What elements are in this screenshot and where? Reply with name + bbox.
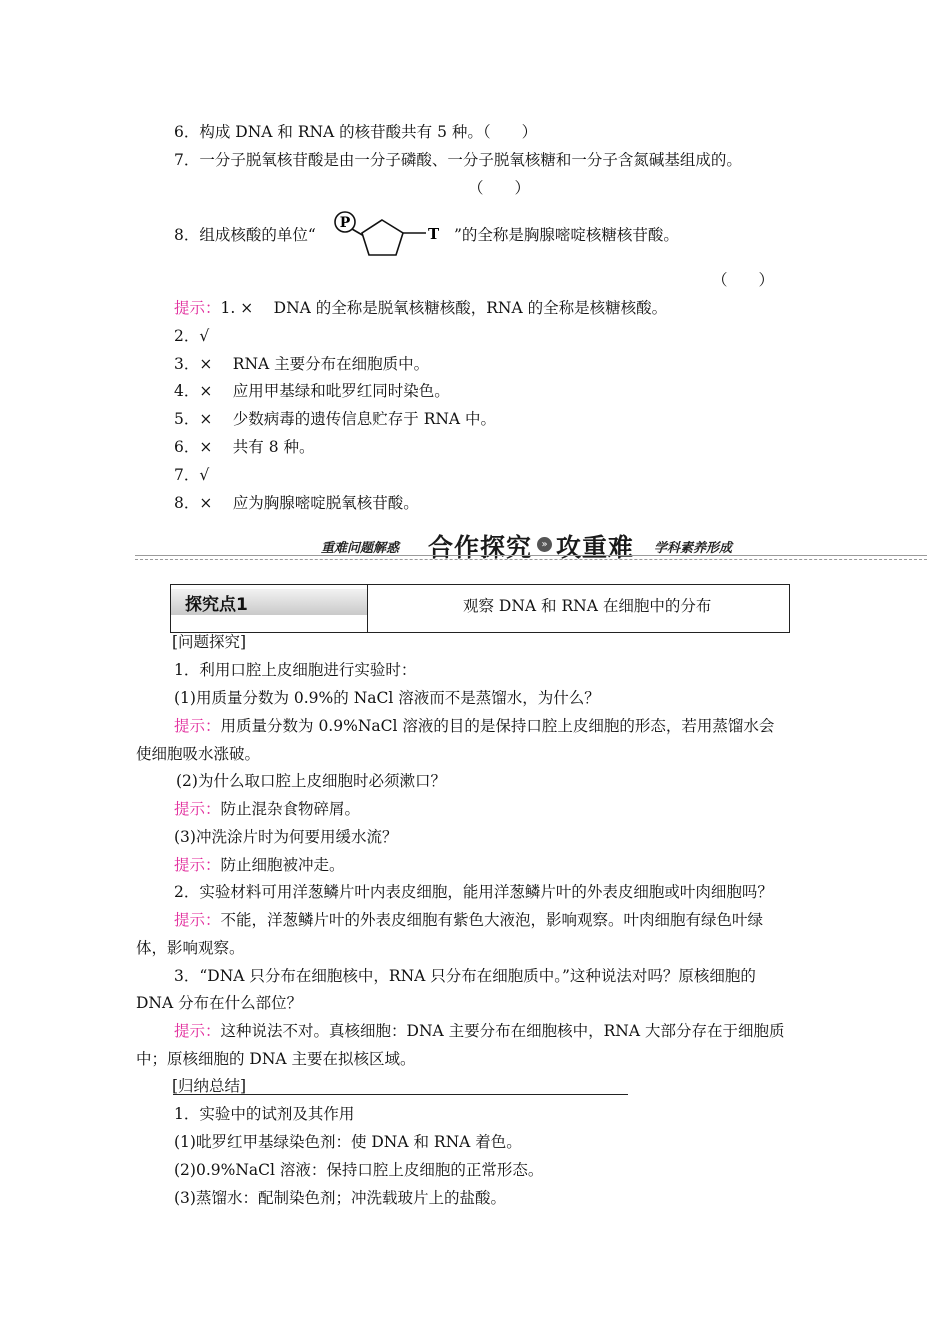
hint-2-row [174, 910, 763, 930]
quiz-q7: 7．一分子脱氧核苷酸是由一分子磷酸、一分子脱氧核糖和一分子含氮碱基组成的。 [174, 151, 742, 169]
summary-item-1: 1．实验中的试剂及其作用 [174, 1105, 355, 1123]
question-1-2: (2)为什么取口腔上皮细胞时必须漱口？ [176, 772, 446, 790]
hint-1-3: 防止细胞被冲走。 [220, 856, 345, 874]
question-3-line-a: 3．“DNA 只分布在细胞核中，RNA 只分布在细胞质中。”这种说法对吗？原核细胞的 [174, 967, 756, 985]
phosphate-label: P [339, 215, 351, 231]
summary-item-1-2: (2)0.9%NaCl 溶液：保持口腔上皮细胞的正常形态。 [174, 1161, 544, 1179]
hint-label: 提示： [174, 717, 221, 735]
banner-title-b: 攻重难 [556, 533, 635, 562]
hint-1-1-row [174, 716, 774, 736]
question-1-1: (1)用质量分数为 0.9%的 NaCl 溶液而不是蒸馏水，为什么？ [174, 689, 600, 707]
quiz-q6: 6．构成 DNA 和 RNA 的核苷酸共有 5 种。（ ） [174, 123, 538, 141]
explore-point-box [170, 584, 790, 633]
summary-underline [173, 1094, 628, 1095]
quiz-q7-paren: （ ） [468, 179, 531, 197]
hint-1-1-line-a: 用质量分数为 0.9%NaCl 溶液的目的是保持口腔上皮细胞的形态，若用蒸馏水会 [220, 717, 775, 735]
answer-6: 6．× 共有 8 种。 [174, 438, 315, 456]
summary-heading: [归纳总结] [172, 1077, 247, 1095]
summary-item-1-3: (3)蒸馏水：配制染色剂；冲洗载玻片上的盐酸。 [174, 1189, 506, 1207]
hint-label: 提示： [174, 1022, 221, 1040]
banner-right-text: 学科素养形成 [654, 541, 733, 556]
quiz-q8-paren: （ ） [712, 271, 775, 289]
banner-left-text: 重难问题解惑 [321, 541, 400, 556]
base-label: T [428, 225, 440, 243]
hint-label: 提示： [174, 911, 221, 929]
explore-point-tab [171, 589, 368, 615]
hint-3-line-a: 这种说法不对。真核细胞：DNA 主要分布在细胞核中，RNA 大部分存在于细胞质 [220, 1022, 785, 1040]
question-1: 1．利用口腔上皮细胞进行实验时： [174, 661, 417, 679]
problem-heading: [问题探究] [172, 633, 247, 651]
quiz-q8-suffix: ”的全称是胸腺嘧啶核糖核苷酸。 [454, 226, 679, 244]
hint-3-row [174, 1021, 784, 1041]
explore-point-title: 观察 DNA 和 RNA 在细胞中的分布 [463, 597, 712, 615]
box-divider [367, 585, 368, 632]
answer-5: 5．× 少数病毒的遗传信息贮存于 RNA 中。 [174, 410, 497, 428]
hint-label: 提示： [174, 856, 221, 874]
answer-1: 1. × DNA 的全称是脱氧核糖核酸，RNA 的全称是核糖核酸。 [220, 299, 668, 317]
question-1-3: (3)冲洗涂片时为何要用缓水流？ [174, 828, 398, 846]
hint-1-1-line-b: 使细胞吸水涨破。 [136, 745, 261, 763]
banner-rule [135, 555, 927, 556]
answer-4: 4．× 应用甲基绿和吡罗红同时染色。 [174, 382, 450, 400]
explore-point-label: 探究点1 [185, 595, 248, 615]
hint-2-line-b: 体，影响观察。 [136, 939, 245, 957]
answer-2: 2．√ [174, 327, 210, 345]
answer-7: 7．√ [174, 466, 210, 484]
banner-title-a: 合作探究 [428, 533, 533, 562]
hint-label: 提示： [174, 299, 221, 317]
quiz-q8-prefix: 8．组成核酸的单位“ [174, 226, 316, 244]
nucleotide-diagram [322, 206, 452, 260]
hint-1-2-row [174, 799, 360, 819]
answer-3: 3．× RNA 主要分布在细胞质中。 [174, 355, 430, 373]
pentose-ring [362, 220, 403, 255]
banner-rule-dashed [135, 559, 927, 560]
question-3-line-b: DNA 分布在什么部位？ [136, 994, 303, 1012]
answer-1-row [174, 298, 667, 318]
double-arrow-icon: » [537, 537, 552, 552]
question-2: 2．实验材料可用洋葱鳞片叶内表皮细胞，能用洋葱鳞片叶的外表皮细胞或叶肉细胞吗？ [174, 883, 773, 901]
answer-8: 8．× 应为胸腺嘧啶脱氧核苷酸。 [174, 494, 419, 512]
summary-item-1-1: (1)吡罗红甲基绿染色剂：使 DNA 和 RNA 着色。 [174, 1133, 522, 1151]
hint-1-2: 防止混杂食物碎屑。 [220, 800, 361, 818]
hint-1-3-row [174, 855, 345, 875]
hint-2-line-a: 不能，洋葱鳞片叶的外表皮细胞有紫色大液泡，影响观察。叶肉细胞有绿色叶绿 [220, 911, 764, 929]
hint-label: 提示： [174, 800, 221, 818]
hint-3-line-b: 中；原核细胞的 DNA 主要在拟核区域。 [136, 1050, 416, 1068]
